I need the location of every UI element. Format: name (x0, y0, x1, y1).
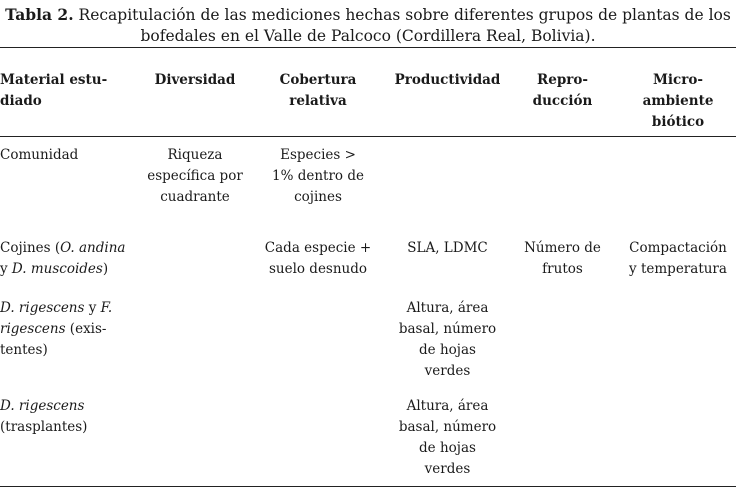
table-caption (0, 4, 736, 47)
header-rule (0, 136, 736, 137)
row-3-material: D. rigescens y F. rigescens (exis- tentes) (0, 300, 113, 358)
row-2-microambiente: Compactación y temperatura (629, 240, 727, 277)
row-1-material: Comunidad (0, 147, 79, 163)
header-material: Material estu- diado (0, 72, 108, 109)
row-2-material: Cojines (O. andina y D. muscoides) (0, 240, 126, 277)
row-1-cobertura: Especies > 1% dentro de cojines (272, 147, 364, 205)
top-rule (0, 47, 736, 48)
header-productividad: Productividad (394, 72, 501, 88)
row-4-productividad: Altura, área basal, número de hojas verdes (398, 398, 497, 477)
header-reproduccion: Repro- ducción (532, 72, 593, 109)
row-2-reproduccion: Número de frutos (524, 240, 601, 277)
caption-line-1: Recapitulación de las mediciones hechas sobre diferentes grupos de plantas de los (73, 6, 731, 24)
row-3-productividad: Altura, área basal, número de hojas verdes (398, 300, 497, 379)
row-2-cobertura: Cada especie + suelo desnudo (264, 240, 372, 277)
row-1-diversidad: Riqueza específica por cuadrante (147, 147, 243, 205)
row-4-material: D. rigescens (trasplantes) (0, 398, 88, 435)
caption-line-2: bofedales en el Valle de Palcoco (Cordillera Real, Bolivia). (140, 27, 596, 45)
header-cobertura: Cobertura relativa (279, 72, 357, 109)
header-microambiente: Micro- ambiente biótico (642, 72, 714, 130)
row-2-productividad: SLA, LDMC (407, 240, 488, 256)
header-diversidad: Diversidad (154, 72, 236, 88)
bottom-rule (0, 486, 736, 487)
table-label: Tabla 2. (5, 5, 74, 24)
